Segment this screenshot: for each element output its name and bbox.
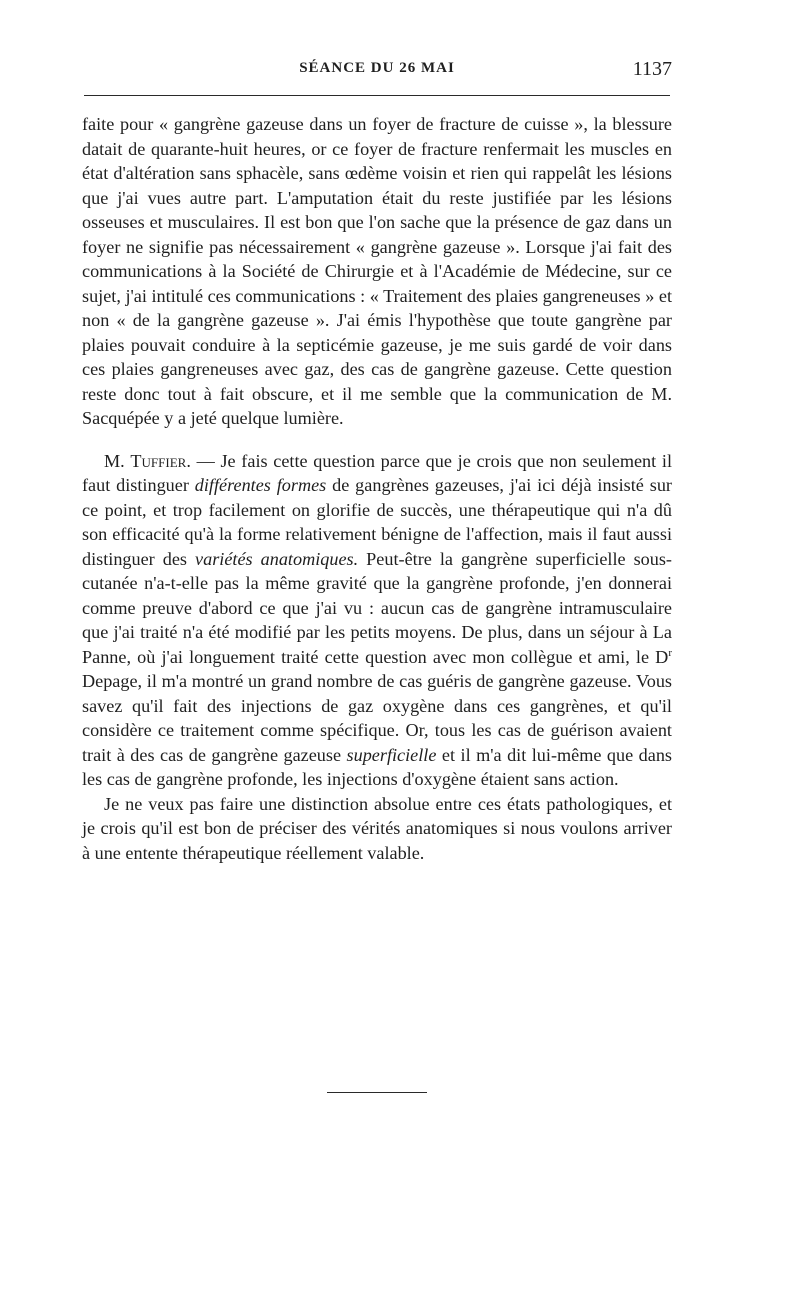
- header-day: 26: [399, 60, 417, 76]
- section-end-rule: [327, 1092, 427, 1093]
- paragraph-tuffier: [82, 449, 672, 792]
- header-title: [82, 60, 672, 77]
- italic-phrase: superficielle: [346, 744, 437, 765]
- italic-phrase: différentes formes: [194, 475, 327, 495]
- header-month: MAI: [420, 60, 455, 76]
- speaker-name: Tuffier.: [130, 450, 191, 471]
- running-header: [82, 60, 672, 84]
- text-segment: — Je fais cette question parce que je crois que non seulement il faut distinguer: [82, 450, 673, 495]
- text-segment: Peut-être la gangrène superficielle sous-cutanée n'a-t-elle pas la même gravité que la gangrène profonde, j'en donnerai comme preuve d'abord ce que j'ai vu : aucun cas de gangrène intramusculaire que j'ai traité n'a été modifié par les petits moyens. De plus, dans un séjour à La Panne, où j'ai longuement traité cette question avec mon collègue et ami, le D: [82, 548, 672, 667]
- page-number: 1137: [632, 58, 672, 80]
- paragraph-continuation: faite pour « gangrène gazeuse dans un foyer de fracture de cuisse », la blessure datait de quarante-huit heures, or ce foyer de fracture renfermait les muscles en état d'altération sans sphacèle, sans œdème voisin et rien qui rappelât les lésions que j'ai vues autre part. L'amputation était du reste justifiée par les lésions osseuses et musculaires. Il est bon que l'on sache que la présence de gaz dans un foyer ne signifie pas nécessairement « gangrène gazeuse ». Lorsque j'ai fait des communications à la Société de Chirurgie et à l'Académie de Médecine, sur ce sujet, j'ai intitulé ces communications : « Traitement des plaies gangreneuses » et non « de la gangrène gazeuse ». J'ai émis l'hypothèse que toute gangrène par plaies pouvait conduire à la septicémie gazeuse, je me suis gardé de voir dans ces plaies gangreneuses avec gaz, des cas de gangrène gazeuse. Cette question reste donc tout à fait obscure, et il me semble que la communication de M. Sacquépée y a jeté quelque lumière.: [82, 114, 672, 428]
- text-segment: de gangrènes gazeuses, j'ai ici déjà insisté sur ce point, et trop facilement on glorifie de succès, une thérapeutique qui n'a dû son efficacité qu'à la forme relativement bénigne de l'affection, mais il faut aussi distinguer des: [82, 475, 672, 569]
- speaker-prefix: M.: [104, 450, 125, 471]
- superscript: r: [668, 646, 672, 659]
- paragraph-conclusion: Je ne veux pas faire une distinction absolue entre ces états pathologiques, et je crois qu'il est bon de préciser des vérités anatomiques si nous voulons arriver à une entente thérapeutique réellement valable.: [82, 793, 672, 863]
- header-seance: SÉANCE DU: [299, 60, 395, 76]
- text-segment: et il m'a dit lui-même que dans les cas de gangrène profonde, les injections d'oxygène étaient sans action.: [82, 744, 672, 789]
- italic-phrase: variétés anatomiques.: [195, 548, 359, 569]
- header-divider: [84, 95, 670, 96]
- text-segment: Depage, il m'a montré un grand nombre de cas guéris de gangrène gazeuse. Vous savez qu'il fait des injections de gaz oxygène dans ces gangrènes, et qu'il considère ce traitement comme spécifique. Or, tous les cas de guérison avaient trait à des cas de gangrène gazeuse: [82, 671, 672, 765]
- body-text: [82, 112, 672, 865]
